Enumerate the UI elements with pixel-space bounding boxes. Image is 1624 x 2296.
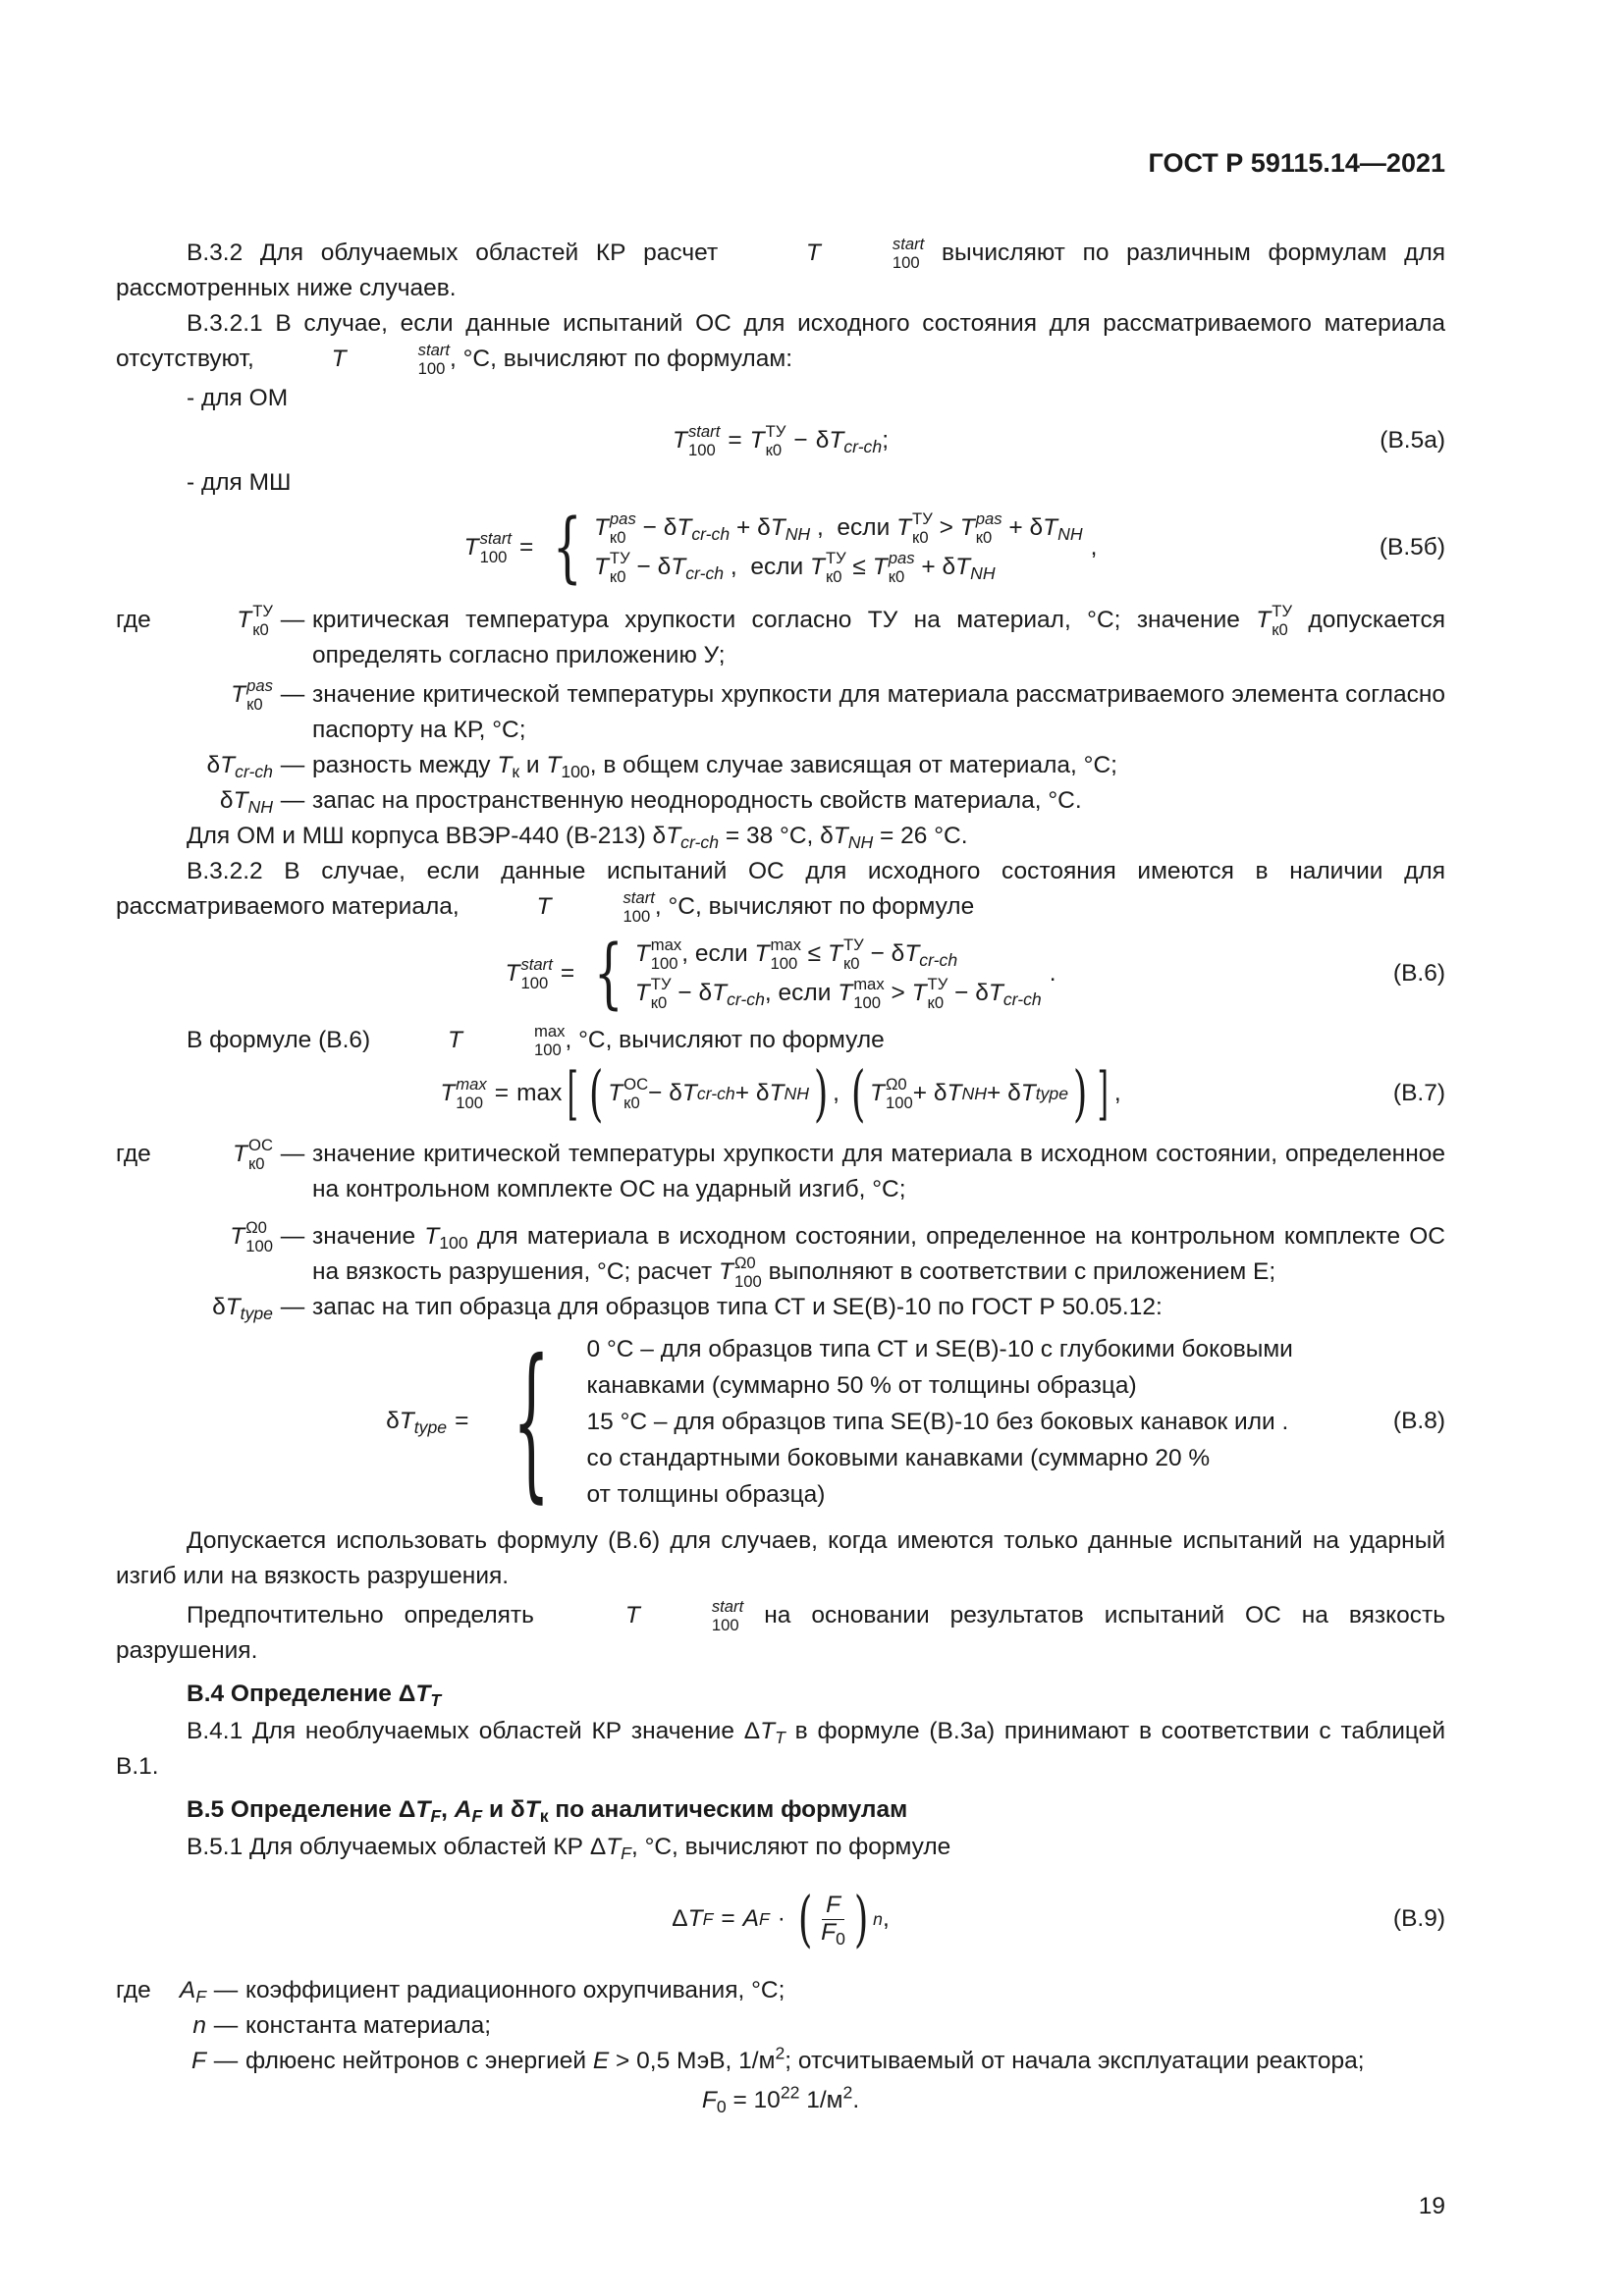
definition-item: $\delta T_{NH}$ — запас на пространственную неоднородность свойств материала, °С. (219, 787, 1082, 817)
definition-item: F — флюенс нейтронов с энергией E > 0,5 МэВ, $1/м^2$; отсчитываемый от начала эксплуатации реактора; (191, 2043, 1365, 2075)
equation-number: (В.5а) (1380, 427, 1445, 454)
formula-b6: T start 100 = { T max 100 , если T max 100 ≤ T ТУ к0 − $\delta T_{cr-ch}$ T ТУ к0 − $\delta T_{cr-ch}$, если T max 100 > T ТУ к0 − $\delta T_{cr-ch}$ . (В.6) (505, 930, 1445, 1019)
formula-b7: T max 100 = max [ ( T ОС к0 − δ T cr-ch + δ T NH ) , ( T Ω0 100 + δ T NH + δ T type ) ] , (В.7) (440, 1057, 1445, 1130)
f0-definition: $F_0 = 10^{22}$ $1/м^2$. (701, 2082, 860, 2117)
paragraph-b321: В.3.2.1 В случае, если данные испытаний ОС для исходного состояния для рассматриваемого материала отсутствуют, T start 100 , °С, вычисляют по формулам: (116, 310, 1445, 378)
definitions-list-2 (116, 1137, 1445, 1325)
equation-number: (В.8) (1392, 1408, 1445, 1435)
page-content (116, 236, 1445, 2118)
paragraph-b41: В.4.1 Для необлучаемых областей КР значение $\Delta T_T$ в формуле (В.3а) принимают в соответствии с таблицей В.1. (116, 1718, 1445, 1781)
page-number: 19 (1418, 2193, 1445, 2219)
symbol-t100-start: T start 100 (331, 341, 451, 378)
paragraph-b322: В.3.2.2 В случае, если данные испытаний ОС для исходного состояния имеются в наличии для рассматриваемого материала, T start 100 , °С, вычисляют по формуле (116, 858, 1445, 926)
definition-item: $\delta T_{type}$ — запас на тип образца для образцов типа СТ и SE(B)-10 по ГОСТ Р 50.05.12: (212, 1294, 1163, 1324)
formula-b5a: T start 100 = T ТУ к0 − $\delta T_{cr-ch}$; (В.5а) (672, 422, 1445, 459)
definitions-list-3 (116, 1973, 1445, 2079)
equation-number: (В.5б) (1379, 534, 1445, 561)
section-title-b5: В.5 Определение $\Delta T_F$, $A_F$ и $\delta T_к$ по аналитическим формулам (187, 1796, 908, 1827)
paragraph-allow: Допускается использовать формулу (В.6) для случаев, когда имеются только данные испытаний на ударный изгиб или на вязкость разрушения. (116, 1527, 1445, 1590)
equation-number: (В.7) (1392, 1080, 1445, 1107)
paragraph-b32: В.3.2 Для облучаемых областей КР расчет T start 100 вычисляют по различным формулам для рассмотренных ниже случаев. (116, 235, 1446, 302)
item-om: - для ОМ (187, 385, 289, 412)
formula-b5b: T start 100 = { T pas к0 − $\delta T_{cr-ch} + \delta T_{NH}$ , если T ТУ к0 > T pas к0 + $\delta T_{NH}$ T ТУ к0 − $\delta T_{cr-ch}$ , если T ТУ к0 ≤ T pas к0 + $\delta T_{NH}$ , (В.5б) (463, 504, 1445, 593)
definition-item: T pas к0 — значение критической температуры хрупкости для материала рассматриваемого элемента согласно паспорту на КР, °С; (231, 676, 1445, 744)
paragraph-prefer: Предпочтительно определять T start 100 на основании результатов испытаний ОС на вязкость разрушения. (116, 1597, 1446, 1665)
formula-b9: Δ T F = A F · ( $\frac{F}{F_0}$ ) n , (В.9) (672, 1883, 1445, 1955)
definition-item: n — константа материала; (192, 2012, 492, 2040)
paragraph-b6-intro: В формуле (В.6) T max 100 , °С, вычисляют по формуле (187, 1022, 885, 1059)
equation-number: (В.6) (1392, 960, 1445, 988)
paragraph-b51: В.5.1 Для облучаемых областей КР $\Delta T_F$, °С, вычисляют по формуле (187, 1834, 951, 1864)
definition-item: $\delta T_{cr-ch}$ — разность между $T_к$ и $T_{100}$, в общем случае зависящая от материала, °С; (206, 752, 1117, 781)
formula-b8: $\delta T_{type}$ = { 0 °С – для образцов типа СТ и SE(B)-10 с глубокими боковыми канавками (суммарно 50 % от толщины образца) 15 °С – для образцов типа SE(B)-10 без боковых канавок или . со стандартными боковыми канавками (суммарно 20 % от толщины образца) (В.8) (386, 1324, 1445, 1520)
note-vver: Для ОМ и МШ корпуса ВВЭР-440 (В-213) $\delta T_{cr-ch} = 38$ °С, $\delta T_{NH} = 26$ °С. (187, 823, 968, 852)
document-header: ГОСТ Р 59115.14—2021 (1148, 148, 1445, 178)
definition-item: где T ОС к0 — значение критической температуры хрупкости для материала в исходном состоянии, определенное на контрольном комплекте ОС на ударный изгиб, °С; (116, 1136, 1445, 1203)
definitions-list-1 (116, 603, 1445, 819)
definition-item: T Ω0 100 — значение $T_{100}$ для материала в исходном состоянии, определенное на контрольном комплекте ОС на вязкость разрушения, °С; расчет T Ω0 100 выполняют в соответствии с приложением Е; (230, 1218, 1446, 1291)
definition-item: где $A_F$ — коэффициент радиационного охрупчивания, °С; (116, 1977, 785, 2007)
item-msh: - для МШ (187, 469, 292, 497)
equation-number: (В.9) (1392, 1905, 1445, 1933)
section-title-b4: В.4 Определение $\Delta T_T$ (187, 1681, 442, 1711)
definition-item: где T ТУ к0 — критическая температура хрупкости согласно ТУ на материал, °С; значение T ТУ к0 допускается определять согласно приложению У; (116, 602, 1445, 669)
symbol-t100-start: T start 100 (805, 235, 925, 272)
